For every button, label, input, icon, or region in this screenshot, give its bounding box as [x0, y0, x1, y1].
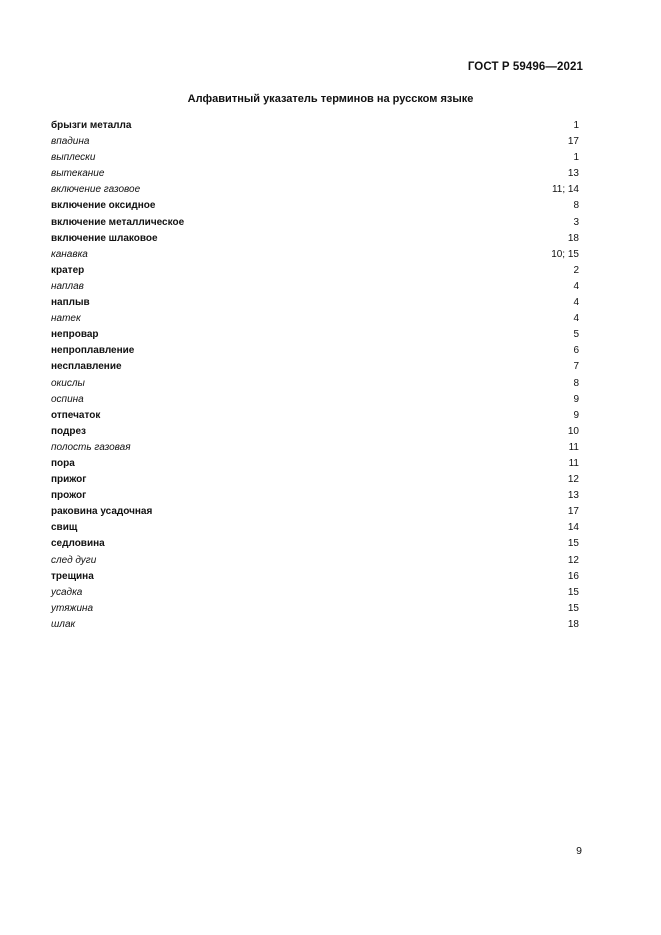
index-term: впадина — [51, 136, 90, 148]
index-pages: 15 — [567, 602, 579, 614]
index-pages: 16 — [567, 570, 579, 582]
index-term: кратер — [51, 264, 85, 276]
index-pages: 1 — [573, 152, 579, 164]
index-term: седловина — [51, 538, 105, 550]
index-pages: 15 — [567, 538, 579, 550]
term-index-list — [51, 118, 579, 633]
index-row — [51, 569, 579, 585]
index-term: прожог — [51, 490, 87, 502]
index-pages: 12 — [567, 474, 579, 486]
index-term: брызги металла — [51, 120, 132, 131]
index-row — [51, 359, 579, 375]
index-row — [51, 585, 579, 601]
index-pages: 8 — [573, 200, 579, 212]
index-term: усадка — [51, 586, 83, 598]
index-row — [51, 440, 579, 456]
index-pages: 2 — [573, 264, 579, 276]
index-row — [51, 198, 579, 214]
index-term: выплески — [51, 152, 96, 164]
index-term: полость газовая — [51, 441, 131, 453]
index-row — [51, 295, 579, 311]
index-term: включение шлаковое — [51, 232, 158, 244]
index-row — [51, 536, 579, 552]
index-row — [51, 376, 579, 392]
index-pages: 13 — [567, 490, 579, 502]
index-pages: 6 — [573, 345, 579, 357]
index-term: трещина — [51, 570, 94, 582]
index-term: прижог — [51, 474, 87, 486]
index-row — [51, 488, 579, 504]
index-row — [51, 150, 579, 166]
index-pages: 8 — [573, 377, 579, 389]
index-term: включение оксидное — [51, 200, 156, 212]
index-term: отпечаток — [51, 409, 101, 421]
index-row — [51, 424, 579, 440]
index-row — [51, 118, 579, 134]
index-row — [51, 182, 579, 198]
index-row — [51, 456, 579, 472]
index-row — [51, 392, 579, 408]
index-term: окислы — [51, 377, 85, 389]
index-row — [51, 472, 579, 488]
index-row — [51, 617, 579, 633]
index-term: оспина — [51, 393, 84, 405]
index-term: свищ — [51, 522, 78, 534]
index-term: утяжина — [51, 602, 94, 614]
index-term: раковина усадочная — [51, 506, 153, 518]
document-code: ГОСТ Р 59496—2021 — [467, 61, 583, 73]
index-term: след дуги — [51, 554, 97, 566]
index-term: непровар — [51, 329, 99, 341]
index-pages: 4 — [573, 313, 579, 325]
index-term: вытекание — [51, 168, 105, 180]
index-row — [51, 166, 579, 182]
index-term: подрез — [51, 425, 87, 437]
index-pages: 4 — [573, 280, 579, 292]
index-pages: 9 — [573, 409, 579, 421]
index-pages: 7 — [573, 361, 579, 373]
index-pages: 11; 14 — [551, 184, 579, 196]
index-row — [51, 327, 579, 343]
index-pages: 17 — [567, 136, 579, 148]
page-number: 9 — [576, 845, 582, 857]
index-pages: 5 — [573, 329, 579, 341]
index-pages: 15 — [567, 586, 579, 598]
index-pages: 3 — [573, 216, 579, 228]
index-term: непроплавление — [51, 345, 135, 357]
index-term: наплыв — [51, 297, 90, 309]
index-pages: 18 — [567, 618, 579, 630]
index-pages: 17 — [567, 506, 579, 518]
index-row — [51, 247, 579, 263]
index-term: включение газовое — [51, 184, 141, 196]
index-row — [51, 504, 579, 520]
index-pages: 4 — [573, 297, 579, 309]
index-row — [51, 231, 579, 247]
index-pages: 18 — [567, 232, 579, 244]
index-term: несплавление — [51, 361, 122, 373]
index-term: шлак — [51, 618, 76, 630]
index-term: пора — [51, 457, 75, 469]
index-pages: 11 — [568, 441, 579, 453]
index-row — [51, 343, 579, 359]
index-pages: 11 — [568, 457, 579, 469]
index-row — [51, 263, 579, 279]
index-pages: 13 — [567, 168, 579, 180]
index-pages: 10 — [567, 425, 579, 437]
index-row — [51, 408, 579, 424]
index-row — [51, 520, 579, 536]
index-term: канавка — [51, 248, 88, 260]
index-pages: 12 — [567, 554, 579, 566]
index-term: натек — [51, 313, 81, 325]
index-pages: 10; 15 — [551, 248, 579, 260]
index-term: включение металлическое — [51, 216, 185, 228]
index-row — [51, 279, 579, 295]
index-row — [51, 215, 579, 231]
page-title: Алфавитный указатель терминов на русском языке — [187, 93, 474, 105]
index-row — [51, 553, 579, 569]
index-pages: 9 — [573, 393, 579, 405]
index-pages: 1 — [573, 120, 579, 131]
index-row — [51, 311, 579, 327]
index-term: наплав — [51, 280, 84, 292]
index-row — [51, 134, 579, 150]
index-pages: 14 — [567, 522, 579, 534]
index-row — [51, 601, 579, 617]
